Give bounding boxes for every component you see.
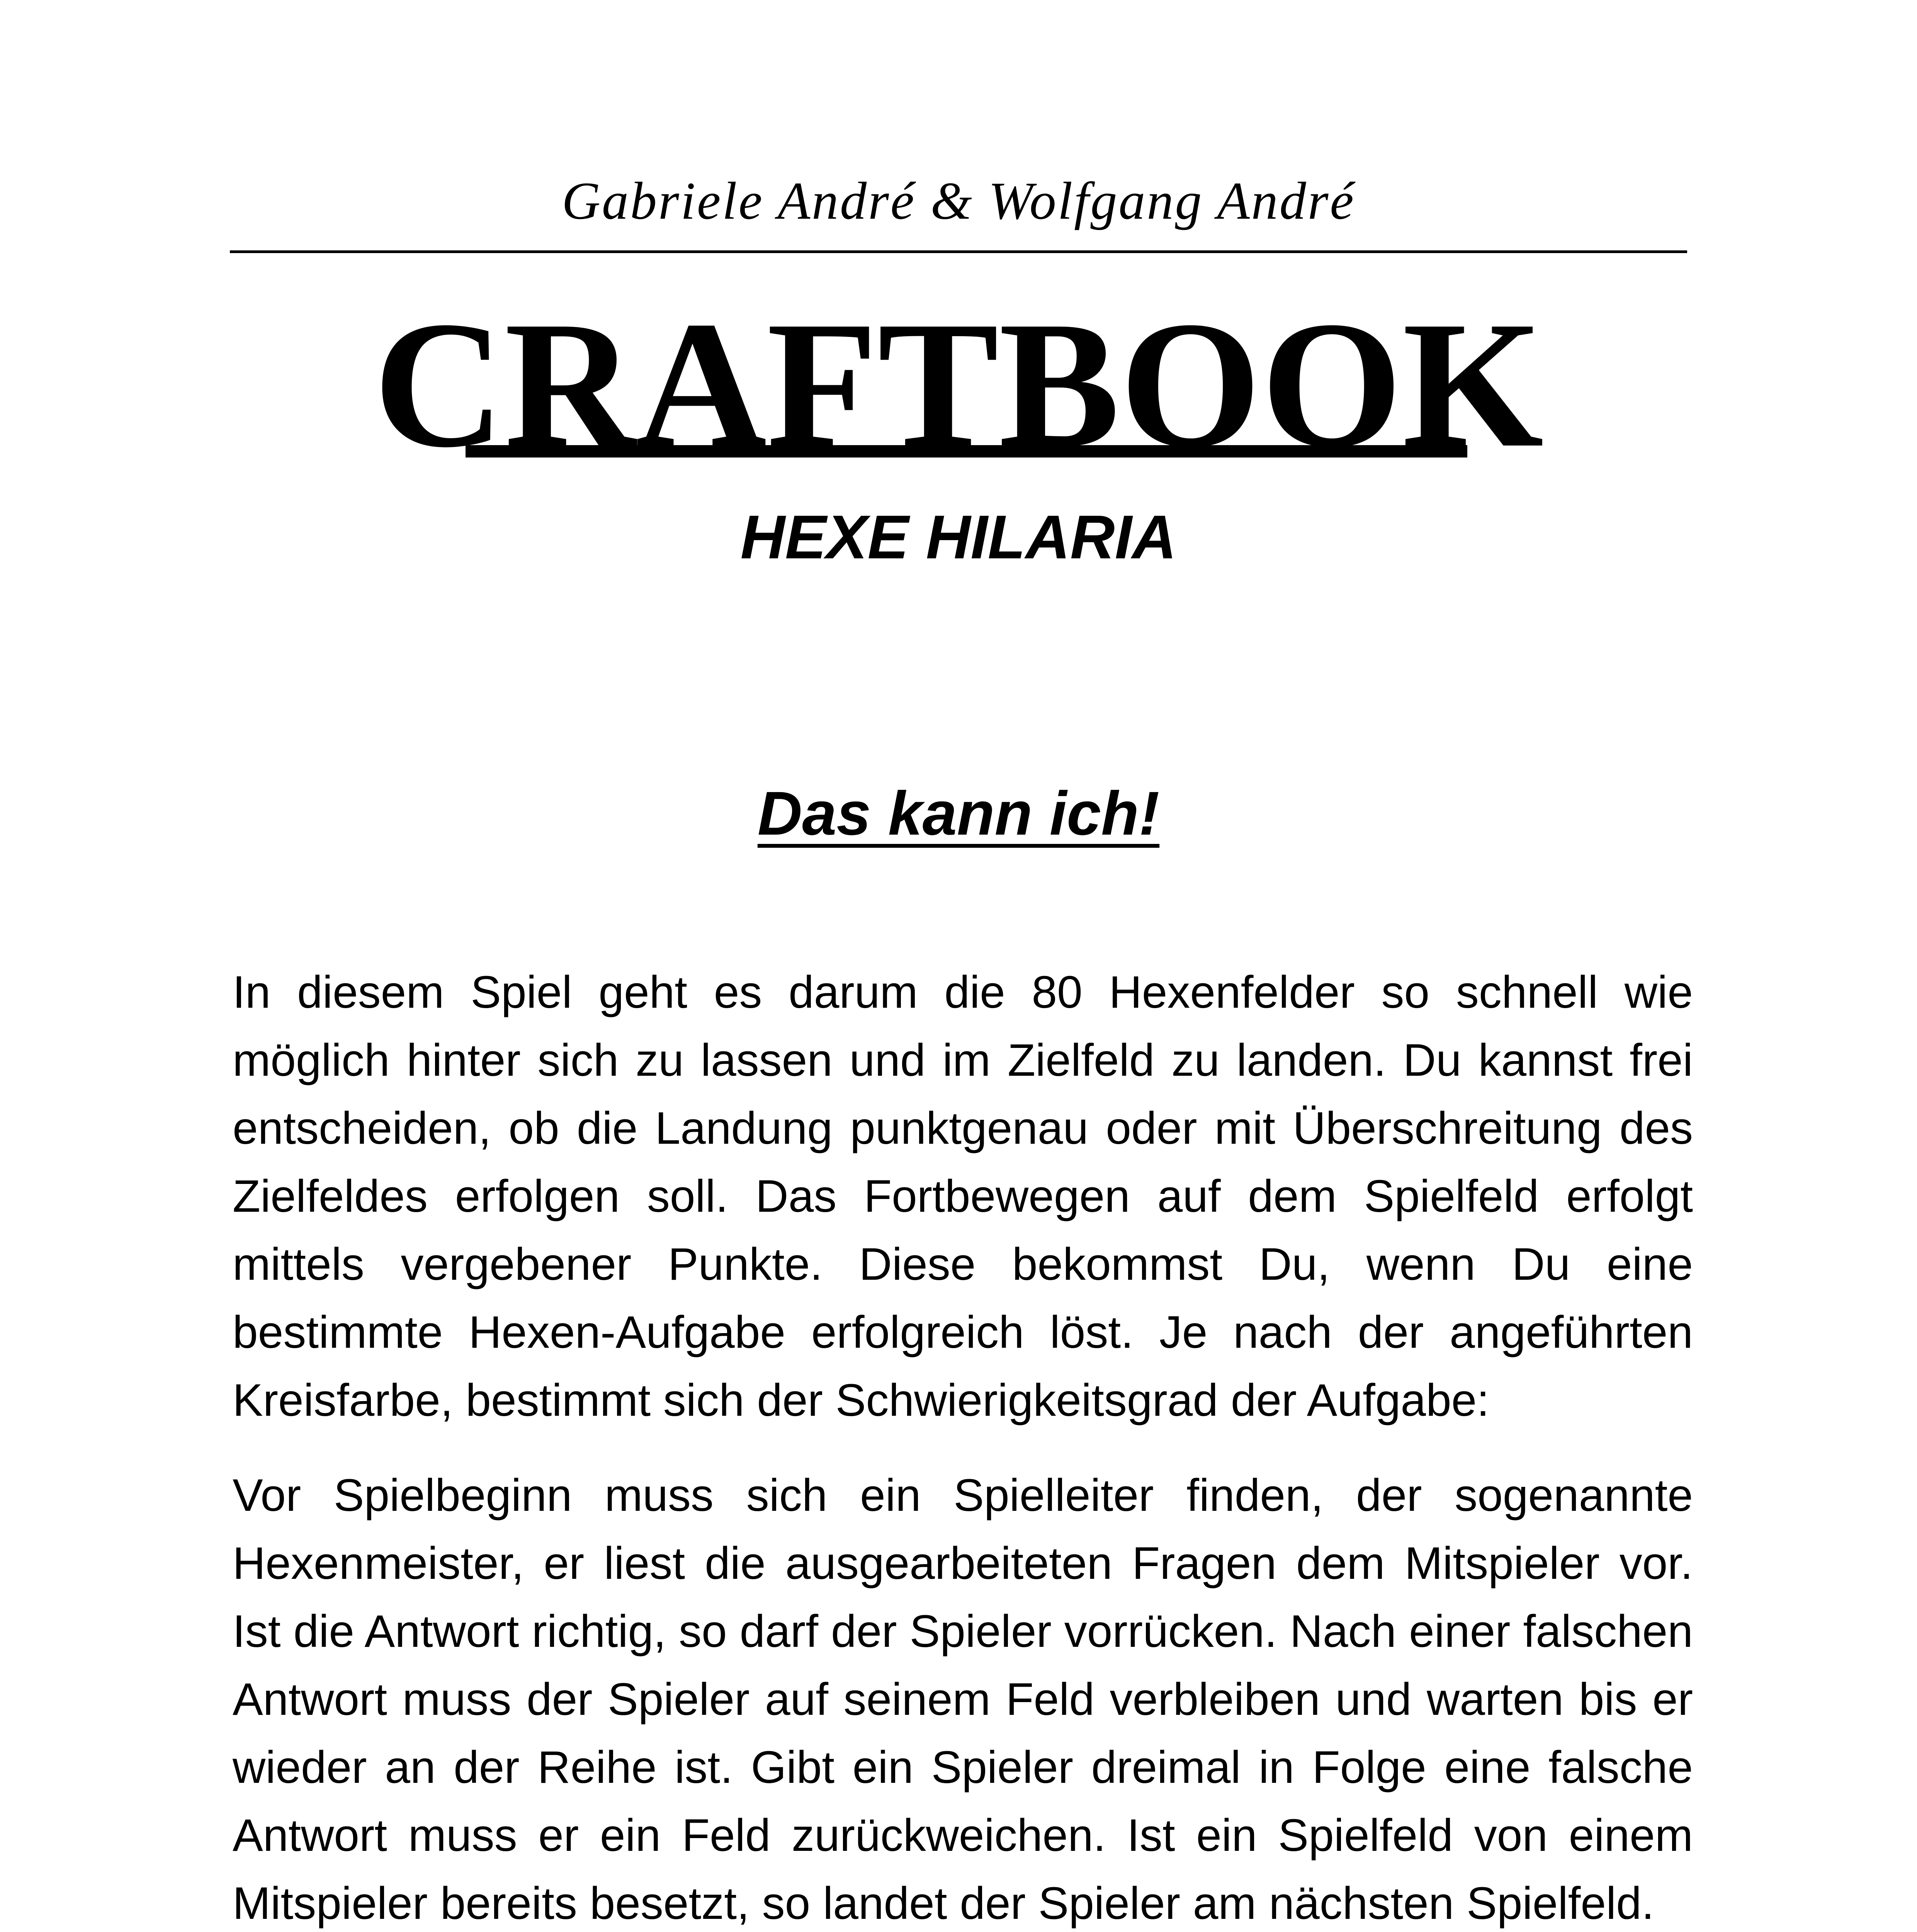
body-text xyxy=(233,958,1693,1932)
paragraph-rules: Vor Spielbeginn muss sich ein Spielleiter finden, der sogenannte Hexenmeister, er liest die ausgearbeiteten Fragen dem Mitspieler vor. Ist die Antwort richtig, so darf der Spieler vorrücken. Nach einer falschen Antwort muss der Spieler auf seinem Feld verbleiben und warten bis er wieder an der Reihe ist. Gibt ein Spieler dreimal in Folge eine falsche Antwort muss er ein Feld zurückweichen. Ist ein Spielfeld von einem Mitspieler bereits besetzt, so landet der Spieler am nächsten Spielfeld. xyxy=(233,1470,1693,1929)
section-heading-text: Das kann ich! xyxy=(757,779,1160,848)
section-heading xyxy=(230,773,1687,854)
paragraph-intro: In diesem Spiel geht es darum die 80 Hexenfelder so schnell wie möglich hinter sich zu lassen und im Zielfeld zu landen. Du kannst frei entscheiden, ob die Landung punktgenau oder mit Überschreitung des Zielfeldes erfolgen soll. Das Fortbewegen auf dem Spielfeld erfolgt mittels vergebener Punkte. Diese bekommst Du, wenn Du eine bestimmte Hexen-Aufgabe erfolgreich löst. Je nach der angeführten Kreisfarbe, bestimmt sich der Schwierigkeitsgrad der Aufgabe: xyxy=(233,967,1693,1426)
running-header-authors: Gabriele André & Wolfgang André xyxy=(562,171,1355,230)
book-title: CRAFTBOOK xyxy=(373,284,1544,485)
chapter-subtitle: HEXE HILARIA xyxy=(740,502,1177,571)
title-underline xyxy=(466,445,1467,457)
header-divider xyxy=(230,250,1687,253)
